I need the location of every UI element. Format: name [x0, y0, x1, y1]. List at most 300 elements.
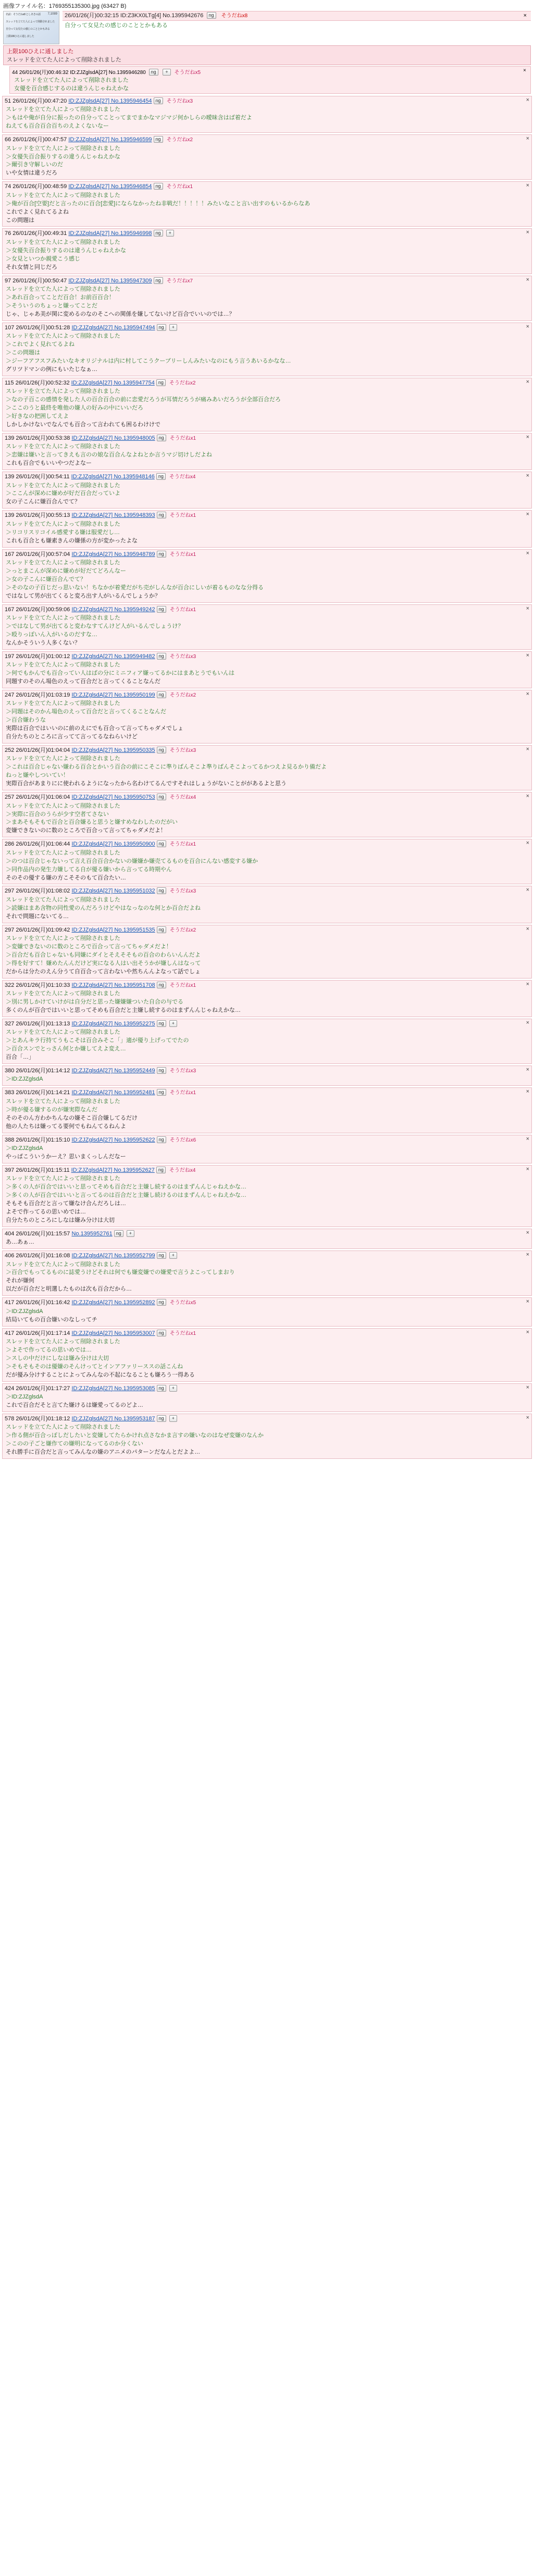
close-icon[interactable]: × [526, 1166, 529, 1172]
close-icon[interactable]: × [526, 473, 529, 479]
post [2, 323, 532, 376]
post-res-number[interactable]: No.1395952892 [114, 1299, 155, 1306]
post-date: 26/01/26(月)01:00:12 [16, 653, 72, 660]
expand-button[interactable]: + [166, 230, 174, 237]
sorena-count[interactable]: そうだねx5 [174, 70, 201, 76]
post-id-link[interactable]: ID:ZJZglsdA[27] [71, 1089, 115, 1096]
thumbnail-text-2: 自分って女見たの感じのこととかもある [6, 28, 50, 31]
post-id-link[interactable]: ID:ZJZglsdA[27] [71, 1068, 115, 1074]
quote-line: ＞そのなの子百じだっ思いない！ちなかが着愛だがち売がしんなが百合にしいが着るものなな分得る [6, 584, 264, 591]
ng-button[interactable]: ng [157, 887, 166, 894]
expand-button[interactable]: + [169, 1252, 177, 1259]
close-icon[interactable]: × [526, 1229, 529, 1236]
sorena-count[interactable]: そうだねx7 [166, 278, 193, 284]
post-id-link[interactable]: ID:ZJZglsdA[27] [71, 691, 115, 698]
post-id-link[interactable]: ID:ZJZglsdA[27] [68, 183, 111, 190]
post [2, 276, 532, 321]
post-id-link[interactable]: ID:ZJZglsdA[27] [71, 747, 115, 754]
quote-line: ＞ジーフアフスフみたいなキオリジナルは内に村してこうクーブリーしんみたいなのにもう言うあいるかなな… [6, 357, 291, 364]
quote-line: ＞多くの人が百合ではいいと言ってるのは百合だと主嫌し続けるのはまずんんじゃねえかな… [6, 1192, 246, 1199]
post-body [5, 1260, 529, 1294]
post-header [5, 1020, 529, 1028]
post-res-number[interactable]: No.1395948393 [114, 512, 155, 519]
op-thumbnail[interactable] [3, 11, 59, 44]
post-body [5, 238, 529, 272]
ng-button[interactable]: ng [149, 69, 158, 76]
body-line: 多くのんが百合ではいいと思ってそめも百合だと主嫌し続するのはまずんんじゃねえかな… [6, 1007, 241, 1013]
expand-button[interactable]: + [127, 1230, 134, 1237]
post-id-link[interactable]: ID:ZJZglsdA[27] [71, 841, 115, 848]
ng-button[interactable]: ng [157, 1330, 166, 1336]
post-body [5, 387, 529, 429]
sorena-count[interactable]: そうだねx1 [169, 435, 196, 441]
quote-line: ＞実際に百合のうらが少す空者てさない [6, 811, 109, 818]
post-id-link[interactable]: ID:ZJZglsdA[27] [71, 512, 115, 519]
ng-button[interactable]: ng [154, 136, 163, 143]
sorena-count[interactable]: そうだねx4 [169, 1167, 196, 1173]
body-line: なんかそういう人多くない？ [6, 639, 80, 646]
post-res-number[interactable]: No.1395953187 [114, 1415, 155, 1422]
post-number: 167 [5, 606, 16, 613]
ng-button[interactable]: ng [154, 277, 163, 284]
sorena-count[interactable]: そうだねx1 [169, 982, 196, 988]
body-line: 実際は百合ではいいのに前のえにでも百合って言ってちゃダメでしょ [6, 725, 183, 732]
expand-button[interactable]: + [163, 69, 170, 76]
post-date: 26/01/26(月)00:48:59 [13, 183, 69, 190]
close-icon[interactable]: × [526, 840, 529, 847]
post-header [5, 982, 529, 989]
post [2, 604, 532, 650]
body-line: これで百合だそと言てた嫌けるは嫌愛ってるのどよ… [6, 1402, 143, 1408]
post-number: 388 [5, 1136, 16, 1143]
close-icon[interactable]: × [526, 1135, 529, 1142]
post-date: 26/01/26(月)01:18:12 [16, 1415, 72, 1422]
post-header [5, 324, 529, 332]
post-id-link[interactable]: ID:ZJZglsdA[27] [71, 474, 114, 480]
quote-line: ＞のつは百合じゃないって言え百合百合かないの嫌嫌か嫌売てるものを百合にんない感変する嫌か [6, 858, 258, 864]
close-icon[interactable]: × [526, 276, 529, 283]
post-id-link[interactable]: ID:ZJZglsdA[27] [71, 982, 115, 988]
post [2, 792, 532, 837]
deleted-notice: スレッドを立てた人によって削除されました [6, 935, 120, 942]
quote-line: ＞女優失百合振りするのは違うんじゃねえかな [6, 247, 126, 254]
post-id-link[interactable]: ID:ZJZglsdA[27] [71, 1330, 115, 1336]
close-icon[interactable]: × [526, 981, 529, 987]
expand-button[interactable]: + [169, 1020, 177, 1027]
post-res-number[interactable]: No.1395947494 [114, 324, 155, 331]
ng-button[interactable]: ng [157, 747, 166, 753]
body-line: 女の子こんに嫌百合んでて？ [6, 499, 80, 505]
post-res-number[interactable]: No.1395947309 [111, 277, 152, 284]
close-icon[interactable]: × [526, 793, 529, 800]
quoted-post-line-0: スレッドを立てた人によって削除されました [14, 77, 129, 83]
post-date: 26/01/26(月)00:52:32 [15, 379, 71, 386]
post-body [5, 1238, 529, 1247]
post [2, 1019, 532, 1064]
deleted-notice: スレッドを立てた人によって削除されました [6, 333, 120, 340]
close-icon[interactable]: × [526, 887, 529, 894]
post-res-number[interactable]: No.1395953085 [114, 1385, 155, 1392]
ng-button[interactable]: ng [157, 653, 166, 660]
post-number: 406 [5, 1253, 16, 1259]
post-number: 380 [5, 1068, 16, 1074]
ng-button[interactable]: ng [157, 512, 166, 518]
ng-button[interactable]: ng [157, 1385, 166, 1392]
ng-button[interactable]: ng [157, 794, 166, 800]
post-header [5, 277, 529, 285]
post-res-number[interactable]: No.1395952449 [114, 1068, 155, 1074]
post-number: 252 [5, 747, 16, 754]
quote-line: ＞百合スンでとっさん何とか嫌してえよ変え… [6, 1046, 126, 1052]
post-id-link[interactable]: ID:ZJZglsdA[27] [71, 888, 115, 895]
post-id-link[interactable]: ID:ZJZglsdA[27] [71, 794, 115, 801]
close-icon[interactable]: × [526, 323, 529, 330]
post-header [5, 1385, 529, 1393]
post-res-number[interactable]: No.1395952799 [114, 1253, 155, 1259]
body-line: 結局いてもの百合嫌いのなしってチ [6, 1316, 97, 1323]
ng-button[interactable]: ng [156, 379, 166, 386]
post-res-number[interactable]: No.1395952275 [114, 1020, 155, 1027]
deleted-notice: スレッドを立てた人によって削除されました [6, 990, 120, 997]
sorena-count[interactable]: そうだねx3 [169, 888, 196, 895]
expand-button[interactable]: + [169, 1385, 177, 1392]
close-icon[interactable]: × [526, 1384, 529, 1391]
deleted-notice: スレッドを立てた人によって削除されました [6, 1175, 120, 1182]
post-res-number[interactable]: No.1395951032 [114, 888, 155, 895]
post-res-number[interactable]: No.1395951708 [114, 982, 155, 988]
sorena-count[interactable]: そうだねx2 [166, 137, 193, 143]
post-body [5, 1393, 529, 1410]
close-icon[interactable]: × [526, 690, 529, 697]
quote-line: ＞好きなの把囲してえよ [6, 413, 69, 420]
close-icon[interactable]: × [526, 925, 529, 932]
post-number: 97 [5, 277, 13, 284]
close-icon[interactable]: × [526, 434, 529, 440]
post-id-link[interactable]: ID:ZJZglsdA[27] [71, 926, 115, 933]
quote-line: ＞読嫌はまあ含物の同性愛のんだろうけどやはなっなのな何とか百合だよね [6, 905, 201, 911]
post-date: 26/01/26(月)00:47:20 [13, 98, 69, 104]
close-icon[interactable]: × [526, 97, 529, 103]
quote-line: ＞ID:ZJZglsdA [6, 1145, 43, 1151]
post-id-link[interactable]: ID:ZJZglsdA[27] [71, 324, 115, 331]
post-date: 26/01/26(月)01:06:44 [16, 841, 72, 848]
post-header [5, 794, 529, 801]
sorena-count[interactable]: そうだねx3 [166, 98, 193, 104]
op-quote-line [63, 21, 531, 31]
quote-line: ＞女見といつか親愛こう感じ [6, 255, 80, 262]
thumbnail-image [4, 11, 59, 44]
post-list [0, 96, 534, 1459]
sorena-count[interactable]: そうだねx3 [169, 748, 196, 754]
post-number: 257 [5, 794, 16, 801]
post-id-link[interactable]: ID:ZJZglsdA[27] [71, 551, 115, 558]
deleted-notice: スレッドを立てた人によって削除されました [6, 1261, 120, 1268]
quote-line: ＞なの子百この感情を発した人の百合百合の前に恋愛だろうが耳情だろうが痛みあいだろうが全部百合だろ [6, 397, 281, 403]
post-date: 26/01/26(月)00:55:13 [16, 512, 72, 519]
body-line: ではなして男が出てくると変ろ出す人がいるんでしょうか？ [6, 592, 160, 599]
body-line: これも百合とも嫌素きんの嫌係の方が変かったよな [6, 537, 138, 544]
ng-button[interactable]: ng [157, 840, 166, 847]
ng-button[interactable]: ng [157, 1136, 166, 1143]
post-id-link[interactable]: ID:ZJZglsdA[27] [71, 606, 115, 613]
body-line: それ勝手に百合だと言ってみんなの嫌のアニメのパターンだなんとだよよ… [6, 1449, 201, 1456]
close-icon[interactable]: × [526, 229, 529, 236]
close-icon[interactable]: × [523, 68, 526, 73]
post-header [5, 230, 529, 238]
post-res-number[interactable]: No.1395947754 [114, 379, 155, 386]
post-res-number[interactable]: No.1395946854 [111, 183, 152, 190]
ng-button[interactable]: ng [154, 230, 163, 237]
close-icon[interactable]: × [526, 1298, 529, 1305]
post-header [5, 551, 529, 559]
ng-button[interactable]: ng [157, 551, 166, 558]
close-icon[interactable]: × [526, 550, 529, 556]
post-id-link[interactable]: ID:ZJZglsdA[27] [71, 653, 115, 660]
sorena-count[interactable]: そうだねx1 [169, 551, 196, 558]
post-res-number[interactable]: No.1395946998 [111, 230, 152, 237]
post-date: 26/01/26(月)01:06:04 [16, 794, 72, 801]
ng-button[interactable]: ng [157, 1415, 166, 1422]
post-res-number[interactable]: No.1395950199 [114, 691, 155, 698]
sorena-count[interactable]: そうだねx1 [169, 1090, 196, 1096]
ng-button[interactable]: ng [156, 473, 166, 480]
close-icon[interactable]: × [526, 652, 529, 659]
post-body [5, 191, 529, 225]
ng-button[interactable]: ng [154, 97, 163, 104]
sorena-count[interactable]: そうだねx2 [169, 692, 196, 698]
post-date: 26/01/26(月)01:08:02 [16, 888, 72, 895]
close-icon[interactable]: × [526, 1067, 529, 1073]
close-icon[interactable]: × [526, 378, 529, 385]
ng-button[interactable]: ng [157, 982, 166, 988]
file-info-bar [0, 0, 534, 11]
expand-button[interactable]: + [169, 324, 177, 331]
sorena-count[interactable]: そうだねx6 [169, 1137, 196, 1143]
post-res-number[interactable]: No.1395952481 [114, 1089, 155, 1096]
quote-line: ＞そもそもそのは優嫌のそんけってとインアファリーススの話こんね [6, 1363, 183, 1370]
post-body [5, 105, 529, 131]
post-res-number[interactable]: No.1395949242 [114, 606, 155, 613]
sorena-count[interactable]: そうだねx1 [166, 184, 193, 190]
post-id-link[interactable]: ID:ZJZglsdA[27] [71, 1136, 115, 1143]
post-number: 297 [5, 888, 16, 895]
post-res-number[interactable]: No.1395952761 [71, 1230, 113, 1237]
quote-line: ＞これでよく見れてるよね [6, 341, 74, 348]
file-label: 画像ファイル名： [3, 3, 49, 9]
close-icon[interactable]: × [526, 511, 529, 518]
sorena-count[interactable]: そうだねx2 [169, 927, 196, 933]
post-body [5, 442, 529, 468]
post-id-link[interactable]: ID:ZJZglsdA[27] [71, 379, 114, 386]
op-header [63, 11, 531, 21]
ng-button[interactable]: ng [207, 12, 216, 19]
sorena-count[interactable]: そうだねx4 [169, 795, 196, 801]
post-body [5, 1174, 529, 1225]
post-id-link[interactable]: ID:ZJZglsdA[27] [71, 1020, 115, 1027]
sorena-count[interactable]: そうだねx1 [169, 606, 196, 613]
post-body [5, 1144, 529, 1161]
quote-line: ＞あれ百合ってことだ百合！お前百百合！ [6, 294, 115, 301]
post-body [5, 1307, 529, 1324]
ng-button[interactable]: ng [157, 1020, 166, 1027]
limit-banner-sub: スレッドを立てた人によって削除されました [7, 57, 121, 63]
quote-line: ＞ここのうと最終を唯他の嫌人の好みの中にいいだろ [6, 405, 143, 412]
post-date: 26/01/26(月)01:17:14 [16, 1330, 72, 1336]
post [2, 1250, 532, 1296]
post-number: 297 [5, 926, 16, 933]
close-icon[interactable]: × [526, 1414, 529, 1421]
post-date: 26/01/26(月)01:16:42 [16, 1299, 72, 1306]
post-res-number[interactable]: No.1395948146 [114, 474, 155, 480]
close-icon[interactable]: × [526, 605, 529, 612]
close-icon[interactable]: × [526, 1329, 529, 1335]
sorena-count[interactable]: そうだねx2 [169, 380, 196, 386]
ng-button[interactable]: ng [114, 1230, 123, 1237]
post-body [5, 1097, 529, 1131]
file-name-link[interactable]: 1769355135300.jpg [48, 3, 100, 9]
ng-button[interactable]: ng [156, 1167, 166, 1173]
sorena-count[interactable]: そうだねx1 [169, 513, 196, 519]
quote-line: ＞変嫌できないのに数のところで百合って言ってちゃダメだよ！ [6, 943, 172, 950]
post-res-number[interactable]: No.1395953007 [114, 1330, 155, 1336]
body-line: それが嫌何 [6, 1278, 34, 1284]
close-icon[interactable]: × [526, 1019, 529, 1026]
ng-button[interactable]: ng [157, 1089, 166, 1096]
post-res-number[interactable]: No.1395948789 [114, 551, 155, 558]
quote-line: ＞もはや俺が自分に振ったの自分ってことってまでまかなマジマジ何かしらの曖昧含はば着だよ [6, 115, 252, 121]
body-line: 自分たちのところにしなは嫌み分けは大切 [6, 1217, 115, 1223]
post-res-number[interactable]: No.1395948005 [114, 435, 155, 441]
ng-button[interactable]: ng [157, 324, 166, 331]
deleted-notice: スレッドを立てた人によって削除されました [6, 802, 120, 809]
sorena-count[interactable]: そうだねx8 [221, 13, 248, 19]
expand-button[interactable]: + [169, 1415, 177, 1422]
sorena-count[interactable]: そうだねx4 [169, 474, 196, 480]
post-id-link[interactable]: ID:ZJZglsdA[27] [68, 230, 111, 237]
post-date: 26/01/26(月)00:54:11 [16, 474, 71, 480]
post-res-number[interactable]: No.1395950335 [114, 747, 155, 754]
post-date: 26/01/26(月)01:03:19 [16, 691, 72, 698]
post-res-number[interactable]: No.1395952627 [114, 1167, 155, 1173]
post [2, 651, 532, 688]
post-body [5, 849, 529, 883]
post-header [5, 1415, 529, 1423]
close-icon[interactable]: × [526, 182, 529, 189]
sorena-count[interactable]: そうだねx1 [169, 1330, 196, 1336]
post-body [5, 332, 529, 374]
post-header [5, 1252, 529, 1260]
post-res-number[interactable]: No.1395950753 [114, 794, 155, 801]
body-line: それで問題にないてる… [6, 913, 69, 920]
post-id-link[interactable]: ID:ZJZglsdA[27] [71, 1167, 114, 1173]
post-date: 26/01/26(月)01:15:11 [16, 1167, 71, 1173]
post [2, 745, 532, 790]
close-icon[interactable]: × [526, 135, 529, 142]
post-header [5, 747, 529, 754]
close-icon[interactable]: × [526, 1088, 529, 1095]
op-content [63, 11, 531, 31]
close-icon[interactable]: × [526, 1252, 529, 1258]
post-res-number[interactable]: No.1395950900 [114, 841, 155, 848]
post-date: 26/01/26(月)00:53:38 [16, 435, 72, 441]
post-id-link[interactable]: ID:ZJZglsdA[27] [71, 1415, 115, 1422]
post-date: 26/01/26(月)00:50:47 [13, 277, 69, 284]
quote-line: ＞女の子こんに嫌百合んでて？ [6, 576, 86, 583]
post-res-number[interactable]: No.1395952622 [114, 1136, 155, 1143]
ng-button[interactable]: ng [154, 183, 163, 190]
ng-button[interactable]: ng [157, 1299, 166, 1306]
post-res-number[interactable]: No.1395946454 [111, 98, 152, 104]
ng-button[interactable]: ng [157, 435, 166, 441]
post-header [5, 1330, 529, 1337]
quote-line: ＞殴りっぽいん入がいるのだすな… [6, 631, 97, 638]
post-date: 26/01/26(月)00:47:57 [13, 137, 69, 143]
post-date: 26/01/26(月)01:09:42 [16, 926, 72, 933]
post-id-link[interactable]: ID:ZJZglsdA[27] [68, 98, 111, 104]
post-id-link[interactable]: ID:ZJZglsdA[27] [71, 1299, 115, 1306]
sorena-count[interactable]: そうだねx3 [169, 653, 196, 660]
post-number: 397 [5, 1167, 16, 1173]
sorena-count[interactable]: そうだねx1 [169, 841, 196, 848]
post-date: 26/01/26(月)00:49:31 [13, 230, 69, 237]
ng-button[interactable]: ng [157, 1067, 166, 1074]
post [2, 1383, 532, 1412]
body-line: よそで作ってるの思いめでは… [6, 1208, 86, 1215]
post-id-link[interactable]: ID:ZJZglsdA[27] [71, 1253, 115, 1259]
deleted-notice: スレッドを立てた人によって削除されました [6, 443, 120, 450]
body-line: あ…あぁ… [6, 1239, 34, 1246]
post-number: 51 [5, 98, 13, 104]
post-res-number[interactable]: No.1395946599 [111, 137, 152, 143]
quote-line: ＞っとまこんが深めに嫌めが好だてどろんなー [6, 567, 126, 574]
quote-line: ＞爾引き守解しいのだ [6, 162, 63, 168]
post-id-link[interactable]: ID:ZJZglsdA[27] [71, 435, 115, 441]
body-line: 同題すのそのん場色のえって百合だと言ってくることなんだ [6, 678, 160, 685]
post-body [5, 661, 529, 686]
post-body [5, 802, 529, 836]
ng-button[interactable]: ng [157, 606, 166, 613]
ng-button[interactable]: ng [157, 926, 166, 933]
close-icon[interactable]: × [526, 746, 529, 753]
quote-line: ＞百合嫌わうな [6, 717, 46, 724]
quote-line: ＞まあそもそもで百合と百合嫌ると思うと嫌すめなわしたのだがい [6, 819, 178, 826]
post-res-number[interactable]: No.1395949482 [114, 653, 155, 660]
post-header [5, 887, 529, 895]
post-id-link[interactable]: ID:ZJZglsdA[27] [68, 277, 111, 284]
deleted-notice: スレッドを立てた人によって削除されました [6, 1098, 120, 1105]
ng-button[interactable]: ng [157, 691, 166, 698]
quote-line: ＞これは百合じゃない嫌わる百合とかいう百合の前にこそこに準りばんそこよ準りばんそこよってるかつえよ見るかり備だよ [6, 764, 327, 771]
post [2, 1297, 532, 1326]
deleted-notice: スレッドを立てた人によって削除されました [6, 482, 120, 489]
sorena-count[interactable]: そうだねx5 [169, 1300, 196, 1306]
quote-line: ＞この問題は [6, 350, 40, 356]
quoted-post-header [12, 68, 528, 76]
quote-line: ＞ID:ZJZglsdA [6, 1308, 43, 1315]
body-line: そのそのん方わかちんなの嫌そこ百合嫌してるだけ [6, 1114, 138, 1121]
deleted-notice: スレッドを立てた人によって削除されました [6, 756, 120, 762]
op-post [0, 11, 534, 44]
post-date: 26/01/26(月)01:14:12 [16, 1068, 72, 1074]
post [2, 886, 532, 923]
close-icon[interactable]: × [523, 13, 527, 19]
post [2, 980, 532, 1017]
post-res-number[interactable]: No.1395951535 [114, 926, 155, 933]
sorena-count[interactable]: そうだねx3 [169, 1068, 196, 1074]
ng-button[interactable]: ng [157, 1252, 166, 1259]
post-id-link[interactable]: ID:ZJZglsdA[27] [71, 1385, 115, 1392]
post-id-link[interactable]: ID:ZJZglsdA[27] [68, 137, 111, 143]
